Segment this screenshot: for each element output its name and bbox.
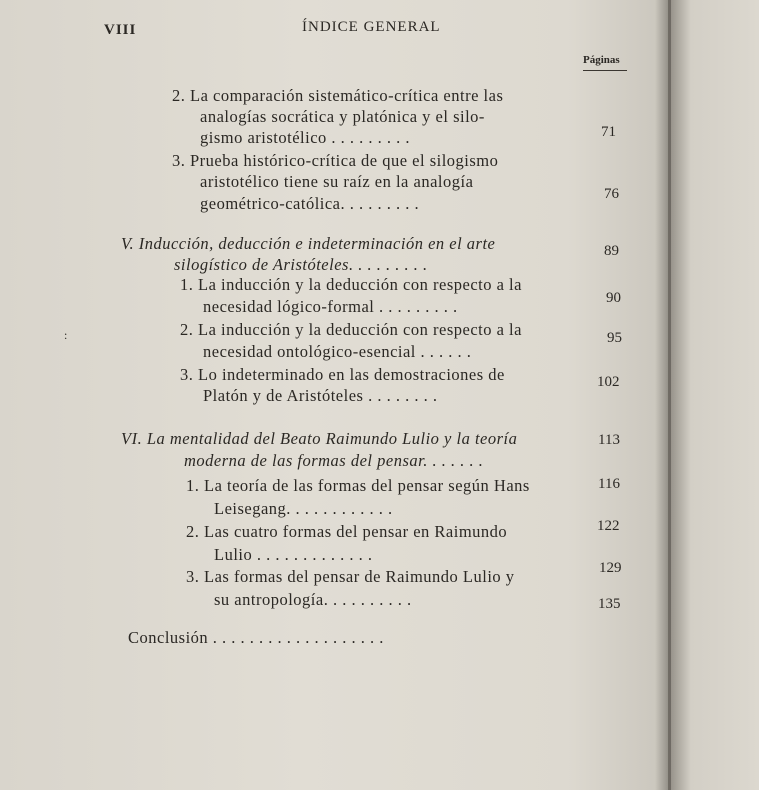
margin-mark: : bbox=[64, 328, 68, 342]
toc-line: 2. La comparación sistemático-crítica entre las bbox=[172, 86, 504, 105]
toc-line: Lulio . . . . . . . . . . . . . bbox=[214, 545, 373, 564]
toc-page-number: 71 bbox=[601, 124, 616, 140]
running-page-number: VIII bbox=[104, 22, 137, 38]
toc-page-number: 116 bbox=[598, 476, 620, 492]
gutter-shadow bbox=[655, 0, 671, 790]
toc-line: geométrico-católica. . . . . . . . . bbox=[200, 194, 420, 213]
paginas-column-label: Páginas bbox=[583, 54, 620, 66]
toc-line: 2. La inducción y la deducción con respecto a la bbox=[180, 320, 522, 339]
toc-line: 1. La inducción y la deducción con respecto a la bbox=[180, 275, 522, 294]
toc-line: 3. Lo indeterminado en las demostraciones de bbox=[180, 365, 505, 384]
toc-line: gismo aristotélico . . . . . . . . . bbox=[200, 128, 411, 147]
toc-page-number: 95 bbox=[607, 330, 622, 346]
paginas-rule bbox=[583, 70, 627, 71]
running-header-title: ÍNDICE GENERAL bbox=[302, 19, 441, 35]
toc-line: aristotélico tiene su raíz en la analogía bbox=[200, 172, 474, 191]
toc-line: Conclusión . . . . . . . . . . . . . . . . . . . bbox=[128, 628, 384, 647]
toc-line: 1. La teoría de las formas del pensar según Hans bbox=[186, 476, 530, 495]
toc-line: necesidad lógico-formal . . . . . . . . . bbox=[203, 297, 458, 316]
toc-chapter-line: moderna de las formas del pensar. . . . . . . bbox=[184, 451, 484, 470]
toc-page-number: 76 bbox=[604, 186, 619, 202]
facing-page-edge bbox=[668, 0, 759, 790]
toc-chapter-line: VI. La mentalidad del Beato Raimundo Lulio y la teoría bbox=[121, 429, 518, 448]
toc-line: necesidad ontológico-esencial . . . . . . bbox=[203, 342, 472, 361]
toc-line: Leisegang. . . . . . . . . . . . bbox=[214, 499, 393, 518]
toc-line: Platón y de Aristóteles . . . . . . . . bbox=[203, 386, 438, 405]
toc-page-number: 113 bbox=[598, 432, 620, 448]
toc-chapter-line: V. Inducción, deducción e indeterminación en el arte bbox=[121, 234, 496, 253]
toc-line: 3. Prueba histórico-crítica de que el silogismo bbox=[172, 151, 499, 170]
toc-line: 3. Las formas del pensar de Raimundo Lulio y bbox=[186, 567, 515, 586]
toc-page-number: 102 bbox=[597, 374, 620, 390]
toc-page-number: 90 bbox=[606, 290, 621, 306]
toc-line: su antropología. . . . . . . . . . bbox=[214, 590, 412, 609]
toc-page-number: 129 bbox=[599, 560, 622, 576]
toc-chapter-line: silogístico de Aristóteles. . . . . . . . . bbox=[174, 255, 428, 274]
toc-line: 2. Las cuatro formas del pensar en Raimundo bbox=[186, 522, 508, 541]
toc-page-number: 89 bbox=[604, 243, 619, 259]
toc-page-number: 135 bbox=[598, 596, 621, 612]
toc-line: analogías socrática y platónica y el silo- bbox=[200, 107, 485, 126]
toc-page-number: 122 bbox=[597, 518, 620, 534]
